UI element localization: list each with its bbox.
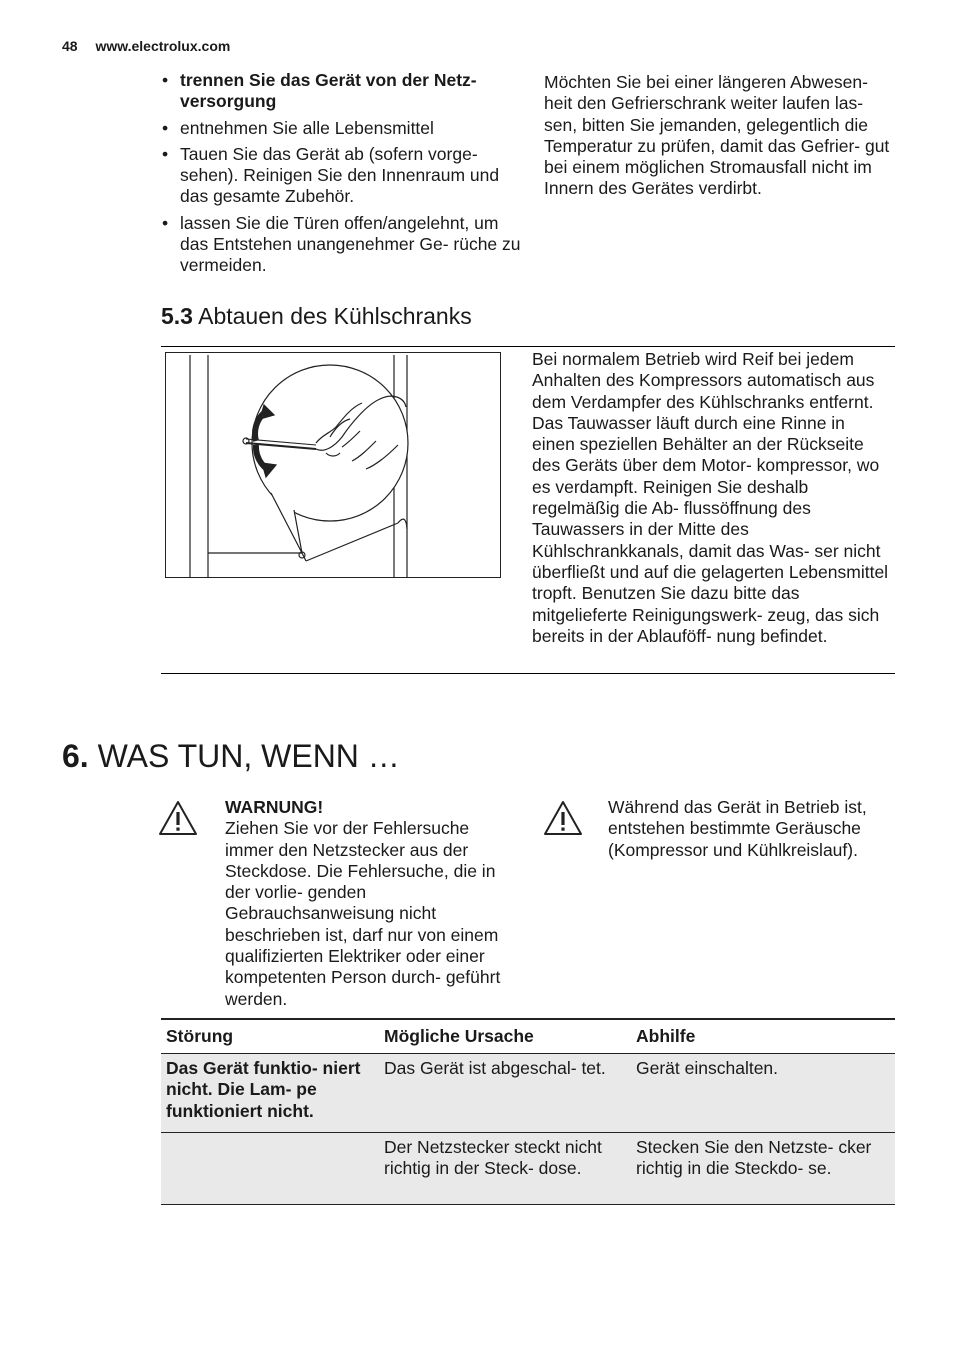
absence-paragraph: Möchten Sie bei einer längeren Abwesen- heit den Gefrierschrank weiter laufen las- sen, bitten Sie jemanden, gelegentlich die Temperatur zu prüfen, damit das Gefrier- gut bei einem möglichen Stromausfall nicht im Innern des Gerätes verdirbt. bbox=[544, 72, 890, 199]
bullet-dot: • bbox=[162, 143, 169, 164]
table-header-row bbox=[161, 1019, 895, 1054]
bullet-dot: • bbox=[162, 212, 169, 233]
table-cell: Der Netzstecker steckt nicht richtig in der Steck- dose. bbox=[379, 1132, 631, 1204]
section-top-rule bbox=[161, 346, 895, 347]
section-heading bbox=[161, 303, 472, 330]
bullet-text: entnehmen Sie alle Lebensmittel bbox=[180, 117, 434, 138]
page-header bbox=[62, 38, 230, 54]
table-cell: Das Gerät funktio- niert nicht. Die Lam- pe funktioniert nicht. bbox=[161, 1054, 379, 1133]
column-header: Abhilfe bbox=[631, 1019, 895, 1054]
website-link[interactable]: www.electrolux.com bbox=[95, 38, 231, 54]
table-cell: Stecken Sie den Netzste- cker richtig in die Steckdo- se. bbox=[631, 1132, 895, 1204]
warning-title: WARNUNG! bbox=[225, 797, 324, 817]
chapter-title: WAS TUN, WENN … bbox=[97, 738, 400, 774]
bullet-text: lassen Sie die Türen offen/angelehnt, um das Entstehen unangenehmer Ge- rüche zu vermeiden. bbox=[180, 212, 521, 276]
table-row bbox=[161, 1132, 895, 1204]
warning-text: Ziehen Sie vor der Fehlersuche immer den Netzstecker aus der Steckdose. Die Fehlersuche, die in der vorlie- genden Gebrauchsanweisung nicht beschrieben ist, darf nur von einem qualifizierten Elektriker oder einer kompetenten Person durch- geführt werden. bbox=[225, 818, 501, 1009]
table-cell: Gerät einschalten. bbox=[631, 1054, 895, 1133]
table-cell bbox=[161, 1132, 379, 1204]
page-number: 48 bbox=[62, 38, 78, 54]
preparation-bullet-list bbox=[162, 70, 522, 282]
bullet-dot: • bbox=[162, 70, 169, 90]
table-row bbox=[161, 1054, 895, 1133]
noise-note: Während das Gerät in Betrieb ist, entstehen bestimmte Geräusche (Kompressor und Kühlkreislauf). bbox=[608, 797, 867, 860]
troubleshooting-table bbox=[161, 1018, 895, 1205]
bullet-item bbox=[162, 118, 522, 139]
section-bottom-rule bbox=[161, 673, 895, 674]
bullet-dot: • bbox=[162, 117, 169, 138]
warning-triangle-icon bbox=[543, 800, 583, 836]
warning-triangle-icon bbox=[158, 800, 198, 836]
table-cell: Das Gerät ist abgeschal- tet. bbox=[379, 1054, 631, 1133]
column-header: Störung bbox=[161, 1019, 379, 1054]
bullet-text: trennen Sie das Gerät von der Netz- versorgung bbox=[180, 70, 477, 112]
defrost-paragraph: Bei normalem Betrieb wird Reif bei jedem Anhalten des Kompressors automatisch aus dem Verdampfer des Kühlschranks entfernt. Das Tauwasser läuft durch eine Rinne in einen speziellen Behälter an der Rückseite des Geräts über dem Motor- kompressor, wo es verdampft. Reinigen Sie deshalb regelmäßig die Ab- flussöffnung des Tauwassers in der Mitte des Kühlschrankkanals, damit das Was- ser nicht überfließt und auf die gelagerten Lebensmittel tropft. Benutzen Sie dazu bitte das mitgelieferte Reinigungswerk- zeug, das sich bereits in der Ablauföff- nung befindet. bbox=[532, 349, 889, 646]
bullet-item bbox=[162, 144, 522, 208]
bullet-item bbox=[162, 213, 522, 277]
chapter-number: 6. bbox=[62, 738, 89, 774]
defrost-illustration bbox=[165, 352, 501, 578]
defrost-drawing bbox=[166, 353, 500, 577]
chapter-heading bbox=[62, 738, 400, 775]
bullet-text: Tauen Sie das Gerät ab (sofern vorge- sehen). Reinigen Sie den Innenraum und das gesamte Zubehör. bbox=[180, 143, 500, 207]
warning-block bbox=[225, 797, 515, 1010]
column-header: Mögliche Ursache bbox=[379, 1019, 631, 1054]
bullet-item bbox=[162, 70, 522, 113]
section-title: Abtauen des Kühlschranks bbox=[198, 303, 472, 329]
section-number: 5.3 bbox=[161, 303, 193, 329]
